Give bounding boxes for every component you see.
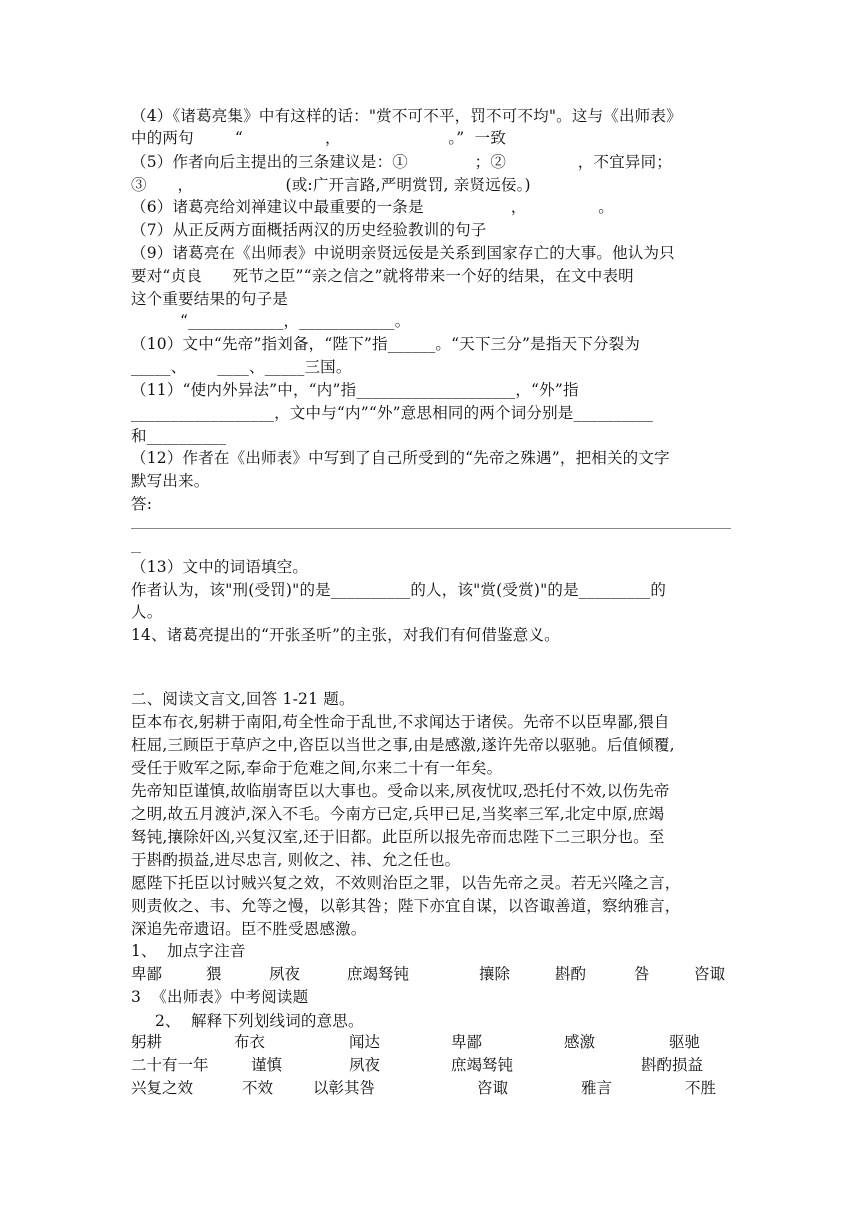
answer-rule [131,528,731,529]
question-10-line-2: _____、 ____、_____三国。 [131,358,352,376]
question-6: （6）诸葛亮给刘禅建议中最重要的一条是 ， 。 [131,198,615,216]
word-item: 猥 [206,965,222,983]
question-11-line-2: __________________，文中与“内”“外”意思相同的两个词分别是__________ [131,404,653,422]
question-2-title: 2、 解释下列划线词的意思。 [155,1012,364,1030]
word-item: 以彰其咎 [313,1079,376,1097]
passage-p2-line-1: 先帝知臣谨慎,故临崩寄臣以大事也。受命以来,夙夜忧叹,恐托付不效,以伤先帝 [131,782,670,800]
section-2-heading: 二、阅读文言文,回答 1-21 题。 [131,690,355,708]
word-item: 攘除 [479,965,511,983]
question-5-line-1: （5）作者向后主提出的三条建议是：① ；② ，不宜异同； [131,153,672,171]
answer-label: 答: [131,495,153,513]
word-item: 咨诹 [477,1079,509,1097]
word-item: 庶竭驽钝 [451,1056,514,1074]
word-item: 斟酌损益 [641,1056,704,1074]
question-9-line-1: （9）诸葛亮在《出师表》中说明亲贤远佞是关系到国家存亡的大事。他认为只 [131,244,675,262]
word-item: 咎 [634,965,650,983]
passage-p3-line-1: 愿陛下托臣以讨贼兴复之效，不效则治臣之罪，以告先帝之灵。若无兴隆之言， [131,874,681,892]
question-12-line-2: 默写出来。 [131,472,210,490]
question-1-title: 1、 加点字注音 [131,942,246,960]
passage-p1-line-3: 受任于败军之际,奉命于危难之间,尔来二十有一年矣。 [131,759,503,777]
word-item: 闻达 [349,1033,381,1051]
question-5-line-2: ③ ， (或:广开言路,严明赏罚, 亲贤远佞。) [131,176,531,194]
page-header: 3 《出师表》中考阅读题 [131,988,309,1006]
word-item: 卑鄙 [131,965,163,983]
word-item: 咨诹 [694,965,726,983]
word-item: 谨慎 [251,1056,283,1074]
word-item: 不效 [242,1079,274,1097]
passage-p2-line-4: 于斟酌损益,进尽忠言, 则攸之、祎、允之任也。 [131,851,461,869]
passage-p3-line-3: 深追先帝遗诏。臣不胜受恩感激。 [131,920,367,938]
word-item: 卑鄙 [451,1033,483,1051]
word-item: 雅言 [581,1079,613,1097]
question-14: 14、诸葛亮提出的“开张圣听”的主张，对我们有何借鉴意义。 [131,626,560,644]
question-7: （7）从正反两方面概括两汉的历史经验教训的句子 [131,221,487,239]
passage-p1-line-2: 枉屈,三顾臣于草庐之中,咨臣以当世之事,由是感激,遂许先帝以驱驰。后值倾覆, [131,736,675,754]
question-11-line-1: （11）“使内外异法”中，“内”指____________________，“外”指 [131,381,579,399]
word-item: 二十有一年 [131,1056,209,1074]
question-12-line-1: （12）作者在《出师表》中写到了自己所受到的“先帝之殊遇”，把相关的文字 [131,449,670,467]
word-item: 兴复之效 [131,1079,194,1097]
question-11-line-3: 和__________ [131,427,227,445]
passage-p1-line-1: 臣本布衣,躬耕于南阳,苟全性命于乱世,不求闻达于诸侯。先帝不以臣卑鄙,猥自 [131,713,670,731]
question-9-line-3: 这个重要结果的句子是 [131,290,289,308]
question-4-line-2: 中的两句 “ ， 。” 一致 [131,129,507,147]
word-item: 夙夜 [349,1056,381,1074]
word-item: 不胜 [685,1079,717,1097]
passage-p2-line-3: 驽钝,攘除奸凶,兴复汉室,还于旧都。此臣所以报先帝而忠陛下二三职分也。至 [131,828,665,846]
word-item: 布衣 [234,1033,266,1051]
answer-rule-continuation [131,552,141,553]
question-10-line-1: （10）文中“先帝”指刘备，“陛下”指______。“天下三分”是指天下分裂为 [131,335,641,353]
question-4-line-1: （4）《诸葛亮集》中有这样的话："赏不可不平，罚不可不均"。这与《出师表》 [131,107,682,125]
question-9-line-4: “____________，____________。 [180,312,411,330]
word-item: 躬耕 [131,1033,163,1051]
question-13-line-1: （13）文中的词语填空。 [131,558,309,576]
question-13-line-2: 作者认为，该"刑(受罚)"的是__________的人，该"赏(受赏)"的是_________的 [131,581,667,599]
word-item: 庶竭驽钝 [347,965,410,983]
word-item: 斟酌 [555,965,587,983]
question-13-line-3: 人。 [131,603,163,621]
passage-p3-line-2: 则责攸之、韦、允等之慢，以彰其咎；陛下亦宜自谋，以咨诹善道，察纳雅言， [131,897,681,915]
word-item: 夙夜 [269,965,301,983]
passage-p2-line-2: 之明,故五月渡泸,深入不毛。今南方已定,兵甲已足,当奖率三军,北定中原,庶竭 [131,805,665,823]
word-item: 感激 [564,1033,596,1051]
word-item: 驱驰 [669,1033,701,1051]
question-9-line-2: 要对“贞良 死节之臣”“亲之信之”就将带来一个好的结果，在文中表明 [131,267,634,285]
